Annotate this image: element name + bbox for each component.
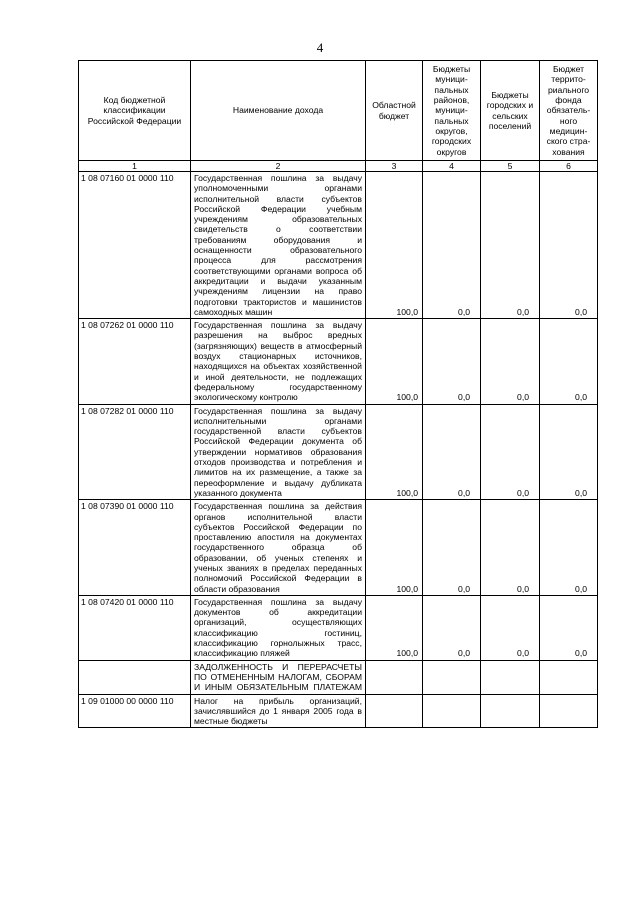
row-settlements-value: 0,0: [481, 595, 540, 660]
column-number: 6: [540, 161, 598, 172]
table-row: [79, 595, 598, 660]
column-number: 5: [481, 161, 540, 172]
row-regional-value: 100,0: [366, 595, 423, 660]
row-name: Государственная пошлина за выдачу разрешения на выброс вредных (загрязняющих) веществ в атмосферный воздух стационарных источников, находящихся на объектах хозяйственной и иной деятельности, не подлежащих федеральному государственному экологическому контролю: [191, 319, 366, 404]
row-code: 1 08 07262 01 0000 110: [79, 319, 191, 404]
row-code: 1 08 07160 01 0000 110: [79, 172, 191, 319]
row-medical-value: [540, 660, 598, 694]
header-medical-fund-budget: Бюджет террито-риального фонда обязатель-ного медицин-ского стра-хования: [540, 61, 598, 161]
header-name: Наименование дохода: [191, 61, 366, 161]
row-medical-value: 0,0: [540, 172, 598, 319]
table-row: [79, 404, 598, 500]
row-medical-value: 0,0: [540, 595, 598, 660]
row-name: Государственная пошлина за действия органов исполнительной власти субъектов Российской Федерации по проставлению апостиля на документах государственного образца об образовании, об ученых степенях и ученых званиях в пределах переданных полномочий Российской Федерации в области образования: [191, 500, 366, 596]
row-regional-value: 100,0: [366, 404, 423, 500]
row-municipal-value: 0,0: [423, 172, 481, 319]
table-row: [79, 694, 598, 728]
row-name: Государственная пошлина за выдачу исполнительными органами государственной власти субъектов Российской Федерации документа об утверждении нормативов образования отходов производства и потребления и лимитов на их размещение, а также за переоформление и выдачу дубликата указанного документа: [191, 404, 366, 500]
row-medical-value: 0,0: [540, 319, 598, 404]
row-regional-value: 100,0: [366, 319, 423, 404]
row-settlements-value: [481, 660, 540, 694]
revenue-distribution-table: [78, 60, 598, 728]
row-settlements-value: 0,0: [481, 500, 540, 596]
page-number: 4: [316, 40, 324, 55]
row-municipal-value: 0,0: [423, 404, 481, 500]
row-municipal-value: 0,0: [423, 500, 481, 596]
column-number: 2: [191, 161, 366, 172]
row-medical-value: 0,0: [540, 404, 598, 500]
row-municipal-value: [423, 694, 481, 728]
row-name: Государственная пошлина за выдачу документов об аккредитации организаций, осуществляющих классификацию гостиниц, классификацию горнолыжных трасс, классификацию пляжей: [191, 595, 366, 660]
row-municipal-value: 0,0: [423, 595, 481, 660]
table-row: [79, 172, 598, 319]
row-regional-value: [366, 694, 423, 728]
section-heading: ЗАДОЛЖЕННОСТЬ И ПЕРЕРАСЧЕТЫ ПО ОТМЕНЕННЫМ НАЛОГАМ, СБОРАМ И ИНЫМ ОБЯЗАТЕЛЬНЫМ ПЛАТЕЖАМ: [191, 660, 366, 694]
table-row: [79, 319, 598, 404]
table-row: [79, 500, 598, 596]
row-code: [79, 660, 191, 694]
column-number: 3: [366, 161, 423, 172]
row-code: 1 08 07282 01 0000 110: [79, 404, 191, 500]
row-code: 1 09 01000 00 0000 110: [79, 694, 191, 728]
row-settlements-value: 0,0: [481, 172, 540, 319]
header-code: Код бюджетной классификации Российской Федерации: [79, 61, 191, 161]
row-regional-value: [366, 660, 423, 694]
header-municipal-budgets: Бюджеты муници-пальных районов, муници-пальных округов, городских округов: [423, 61, 481, 161]
row-medical-value: [540, 694, 598, 728]
row-code: 1 08 07420 01 0000 110: [79, 595, 191, 660]
row-settlements-value: 0,0: [481, 319, 540, 404]
row-municipal-value: [423, 660, 481, 694]
column-number-row: [79, 161, 598, 172]
row-municipal-value: 0,0: [423, 319, 481, 404]
column-number: 4: [423, 161, 481, 172]
section-heading-row: [79, 660, 598, 694]
column-number: 1: [79, 161, 191, 172]
row-regional-value: 100,0: [366, 500, 423, 596]
row-regional-value: 100,0: [366, 172, 423, 319]
row-name: Налог на прибыль организаций, зачислявшийся до 1 января 2005 года в местные бюджеты: [191, 694, 366, 728]
header-settlement-budgets: Бюджеты городских и сельских поселений: [481, 61, 540, 161]
row-code: 1 08 07390 01 0000 110: [79, 500, 191, 596]
row-settlements-value: [481, 694, 540, 728]
header-regional-budget: Областной бюджет: [366, 61, 423, 161]
row-medical-value: 0,0: [540, 500, 598, 596]
row-settlements-value: 0,0: [481, 404, 540, 500]
row-name: Государственная пошлина за выдачу уполномоченными органами исполнительной власти субъектов Российской Федерации учебным учреждениям образовательных свидетельств о соответствии требованиям оборудования и оснащенности образовательного процесса для рассмотрения соответствующими органами вопроса об аккредитации и выдачи указанным учреждениям лицензии на право подготовки трактористов и машинистов самоходных машин: [191, 172, 366, 319]
table-header-row: [79, 61, 598, 161]
